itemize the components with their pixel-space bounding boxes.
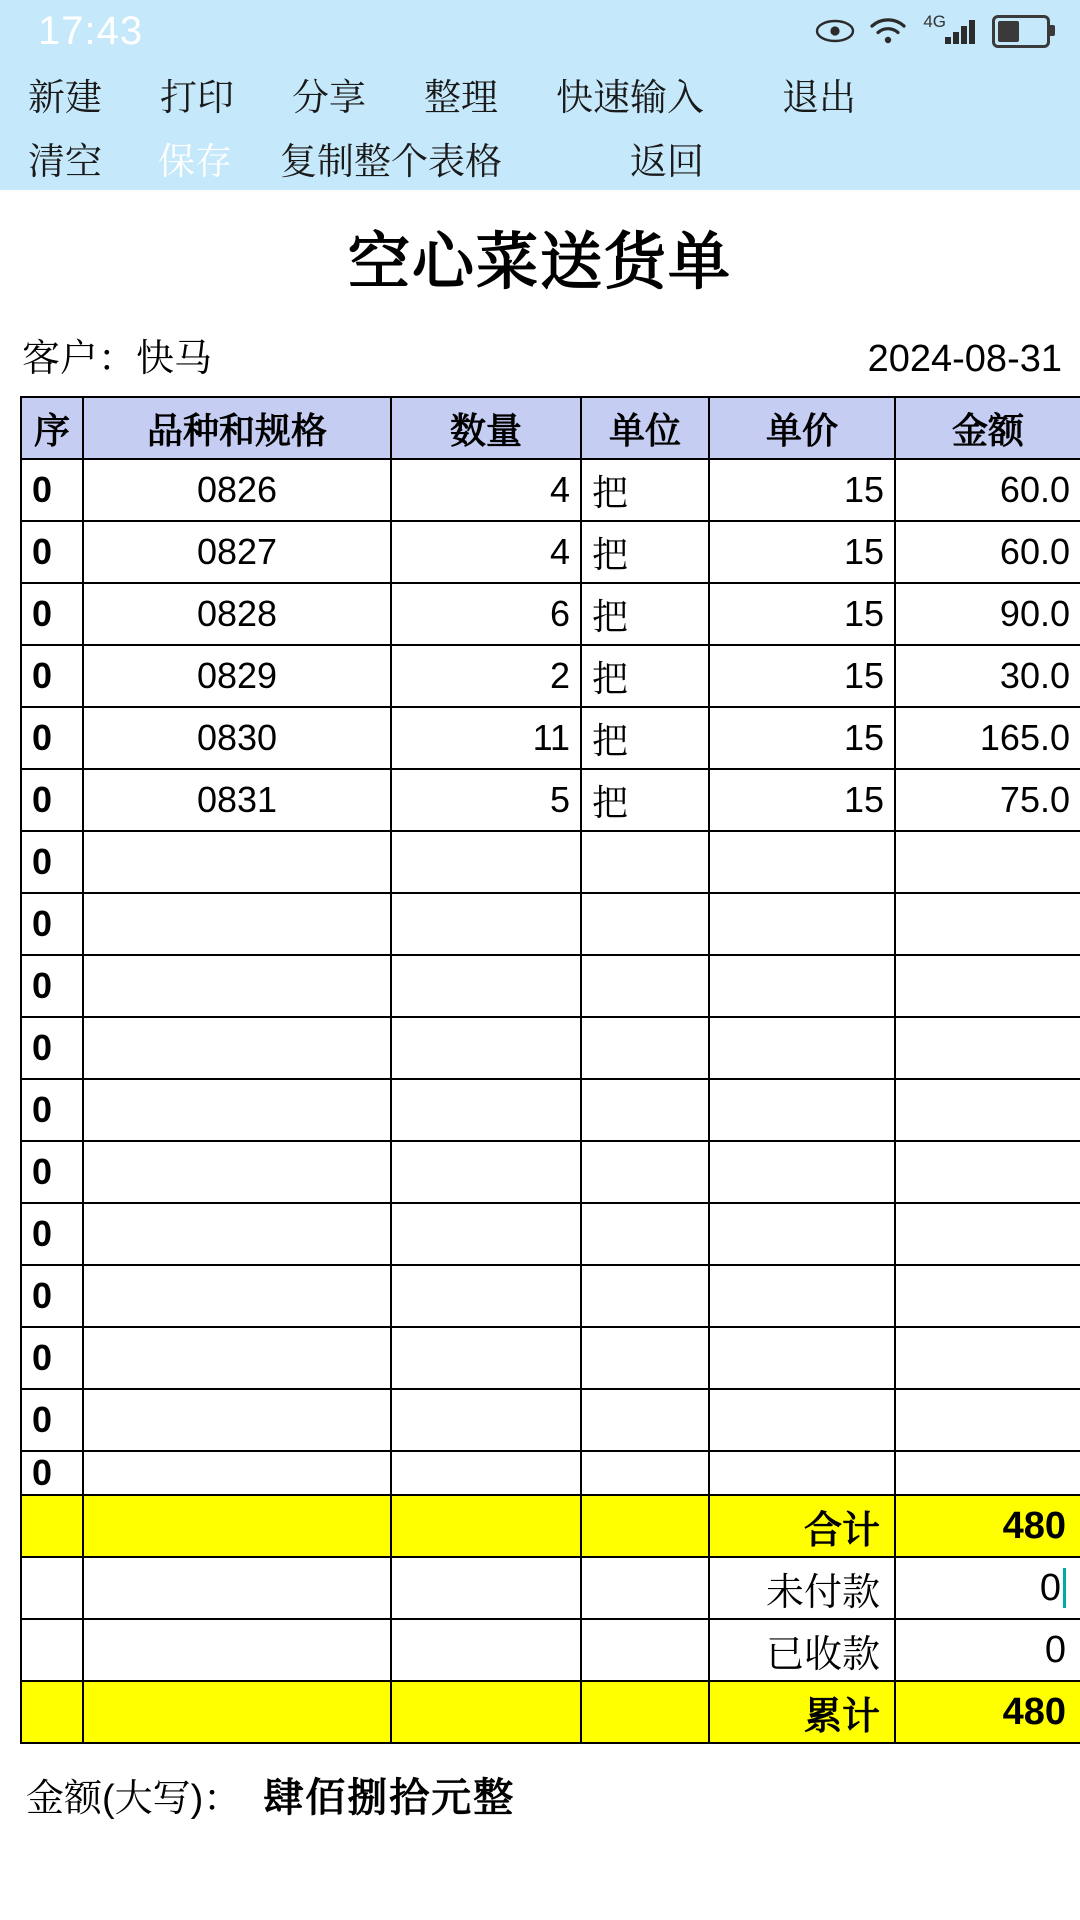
summary-blank-unit [581,1495,709,1557]
cell-unit[interactable]: 把 [581,769,709,831]
table-row[interactable] [21,1141,1080,1203]
cell-price[interactable]: 15 [709,583,895,645]
summary-blank-qty [391,1495,581,1557]
summary-blank-seq [21,1681,83,1743]
cell-unit[interactable] [581,1389,709,1451]
summary-blank-unit [581,1557,709,1619]
cell-name[interactable]: 0828 [83,583,391,645]
cell-qty[interactable] [391,1451,581,1495]
table-row[interactable] [21,707,1080,769]
menu-save[interactable]: 保存 [158,141,232,182]
cell-price[interactable] [709,1389,895,1451]
cell-qty[interactable] [391,1017,581,1079]
summary-unpaid-row[interactable] [21,1557,1080,1619]
table-row[interactable] [21,955,1080,1017]
cell-unit[interactable] [581,955,709,1017]
cell-amount[interactable] [895,893,1080,955]
col-header-price: 单价 [709,397,895,459]
capital-amount-label: 金额(大写)： [26,1778,242,1820]
summary-blank-seq [21,1495,83,1557]
summary-accumulated-value[interactable]: 480 [895,1681,1080,1743]
cell-price[interactable]: 15 [709,521,895,583]
cell-name[interactable] [83,1327,391,1389]
cell-price[interactable] [709,1327,895,1389]
table-header-row [21,397,1080,459]
menu-print[interactable]: 打印 [160,77,234,118]
cell-seq[interactable]: 0 [21,583,83,645]
cell-seq[interactable]: 0 [21,459,83,521]
cell-amount[interactable] [895,1265,1080,1327]
summary-unpaid-value[interactable] [895,1557,1080,1619]
cell-unit[interactable]: 把 [581,583,709,645]
cell-qty[interactable] [391,955,581,1017]
cell-unit[interactable]: 把 [581,521,709,583]
cell-amount[interactable] [895,1451,1080,1495]
summary-blank-name [83,1557,391,1619]
cell-name[interactable] [83,1017,391,1079]
cell-price[interactable] [709,1079,895,1141]
menu-row-primary [28,62,1052,126]
cell-amount[interactable] [895,1141,1080,1203]
customer-label: 客户：快马 [22,338,213,380]
cell-unit[interactable] [581,1017,709,1079]
menu-row-secondary [28,126,1052,190]
cell-qty[interactable] [391,1389,581,1451]
menu-back[interactable]: 返回 [630,141,704,182]
capital-amount-row [26,1766,1070,1823]
cell-qty[interactable]: 2 [391,645,581,707]
cell-seq[interactable]: 0 [21,1079,83,1141]
cell-amount[interactable] [895,1327,1080,1389]
cell-amount[interactable] [895,1079,1080,1141]
cell-price[interactable] [709,955,895,1017]
menu-quick-input[interactable]: 快速输入 [556,77,704,118]
menu-new[interactable]: 新建 [28,77,102,118]
cell-unit[interactable] [581,831,709,893]
menu-bar [0,62,1080,190]
table-row[interactable] [21,1203,1080,1265]
cell-seq[interactable]: 0 [21,1451,83,1495]
cell-qty[interactable] [391,1327,581,1389]
summary-blank-qty [391,1557,581,1619]
cell-unit[interactable] [581,1203,709,1265]
cell-seq[interactable]: 0 [21,707,83,769]
cell-seq[interactable]: 0 [21,645,83,707]
cell-amount[interactable] [895,955,1080,1017]
cell-seq[interactable]: 0 [21,521,83,583]
cell-qty[interactable] [391,893,581,955]
cell-qty[interactable] [391,1079,581,1141]
cell-price[interactable] [709,893,895,955]
text-caret [1063,1568,1066,1608]
menu-clear[interactable]: 清空 [28,141,102,182]
cell-seq[interactable]: 0 [21,1017,83,1079]
cell-seq[interactable]: 0 [21,893,83,955]
status-bar [0,0,1080,62]
summary-blank-name [83,1681,391,1743]
cell-price[interactable]: 15 [709,459,895,521]
cell-name[interactable] [83,1141,391,1203]
network-type-label: 4G [923,12,946,31]
table-row[interactable] [21,583,1080,645]
cell-price[interactable] [709,1451,895,1495]
col-header-seq: 序 [21,397,83,459]
cell-amount[interactable] [895,1389,1080,1451]
cell-amount[interactable]: 165.0 [895,707,1080,769]
cell-seq[interactable]: 0 [21,1327,83,1389]
cell-name[interactable]: 0827 [83,521,391,583]
summary-blank-name [83,1619,391,1681]
summary-received-value[interactable]: 0 [895,1619,1080,1681]
cell-price[interactable]: 15 [709,769,895,831]
cell-seq[interactable]: 0 [21,769,83,831]
summary-blank-qty [391,1619,581,1681]
summary-unpaid-text: 0 [1039,1566,1061,1609]
cell-amount[interactable]: 60.0 [895,521,1080,583]
signal-4g-icon [921,12,978,45]
cell-qty[interactable] [391,1203,581,1265]
table-row[interactable] [21,645,1080,707]
status-time: 17:43 [38,8,144,53]
table-row[interactable] [21,459,1080,521]
cell-qty[interactable] [391,1265,581,1327]
cell-seq[interactable]: 0 [21,1141,83,1203]
wifi-icon [869,17,907,45]
cell-unit[interactable] [581,1451,709,1495]
table-row[interactable] [21,1265,1080,1327]
cell-unit[interactable] [581,1327,709,1389]
cell-name[interactable] [83,893,391,955]
cell-seq[interactable]: 0 [21,831,83,893]
cell-amount[interactable] [895,1203,1080,1265]
cell-amount[interactable]: 75.0 [895,769,1080,831]
cell-price[interactable] [709,1203,895,1265]
document-meta [10,327,1070,382]
summary-received-row[interactable] [21,1619,1080,1681]
menu-exit[interactable]: 退出 [782,77,856,118]
cell-qty[interactable]: 5 [391,769,581,831]
cell-amount[interactable] [895,831,1080,893]
menu-share[interactable]: 分享 [292,77,366,118]
cell-seq[interactable]: 0 [21,955,83,1017]
cell-unit[interactable] [581,1141,709,1203]
cell-amount[interactable] [895,1017,1080,1079]
cell-qty[interactable]: 4 [391,521,581,583]
summary-accumulated-row[interactable] [21,1681,1080,1743]
col-header-qty: 数量 [391,397,581,459]
summary-total-label: 合计 [709,1495,895,1557]
summary-total-row[interactable] [21,1495,1080,1557]
col-header-amt: 金额 [895,397,1080,459]
cell-price[interactable] [709,1017,895,1079]
summary-blank-unit [581,1619,709,1681]
cell-unit[interactable]: 把 [581,459,709,521]
cell-amount[interactable]: 90.0 [895,583,1080,645]
summary-blank-qty [391,1681,581,1743]
delivery-table[interactable] [20,396,1080,1744]
cell-qty[interactable]: 11 [391,707,581,769]
cell-name[interactable] [83,1389,391,1451]
summary-total-value[interactable]: 480 [895,1495,1080,1557]
cell-name[interactable]: 0830 [83,707,391,769]
cell-unit[interactable] [581,1265,709,1327]
table-row[interactable] [21,1327,1080,1389]
cell-price[interactable]: 15 [709,707,895,769]
cell-name[interactable] [83,831,391,893]
menu-organize[interactable]: 整理 [424,77,498,118]
cell-price[interactable]: 15 [709,645,895,707]
cell-seq[interactable]: 0 [21,1203,83,1265]
battery-icon [992,15,1050,48]
table-row[interactable] [21,521,1080,583]
cell-name[interactable]: 0831 [83,769,391,831]
cell-amount[interactable]: 60.0 [895,459,1080,521]
table-row[interactable] [21,893,1080,955]
cell-name[interactable]: 0829 [83,645,391,707]
summary-unpaid-label: 未付款 [709,1557,895,1619]
table-row[interactable] [21,1389,1080,1451]
table-row[interactable] [21,1451,1080,1495]
table-row[interactable] [21,1079,1080,1141]
document-date: 2024-08-31 [867,338,1062,380]
summary-blank-name [83,1495,391,1557]
summary-blank-seq [21,1557,83,1619]
cell-price[interactable] [709,1141,895,1203]
eye-icon [815,18,855,44]
col-header-unit: 单位 [581,397,709,459]
cell-unit[interactable]: 把 [581,707,709,769]
cell-qty[interactable] [391,1141,581,1203]
cell-name[interactable] [83,955,391,1017]
capital-amount-value: 肆佰捌拾元整 [263,1776,516,1820]
table-row[interactable] [21,831,1080,893]
summary-accumulated-label: 累计 [709,1681,895,1743]
cell-seq[interactable]: 0 [21,1265,83,1327]
cell-qty[interactable] [391,831,581,893]
delivery-note [0,212,1080,1823]
summary-blank-unit [581,1681,709,1743]
cell-qty[interactable]: 6 [391,583,581,645]
cell-name[interactable] [83,1079,391,1141]
cell-seq[interactable]: 0 [21,1389,83,1451]
cell-unit[interactable] [581,1079,709,1141]
cell-name[interactable] [83,1203,391,1265]
cell-qty[interactable]: 4 [391,459,581,521]
cell-name[interactable] [83,1451,391,1495]
cell-name[interactable]: 0826 [83,459,391,521]
cell-amount[interactable]: 30.0 [895,645,1080,707]
status-icons [815,12,1050,48]
cell-unit[interactable]: 把 [581,645,709,707]
summary-received-label: 已收款 [709,1619,895,1681]
col-header-name: 品种和规格 [83,397,391,459]
page-title: 空心菜送货单 [347,228,732,297]
table-row[interactable] [21,1017,1080,1079]
table-row[interactable] [21,769,1080,831]
cell-name[interactable] [83,1265,391,1327]
cell-price[interactable] [709,1265,895,1327]
cell-price[interactable] [709,831,895,893]
summary-blank-seq [21,1619,83,1681]
cell-unit[interactable] [581,893,709,955]
menu-copy-table[interactable]: 复制整个表格 [280,141,502,182]
